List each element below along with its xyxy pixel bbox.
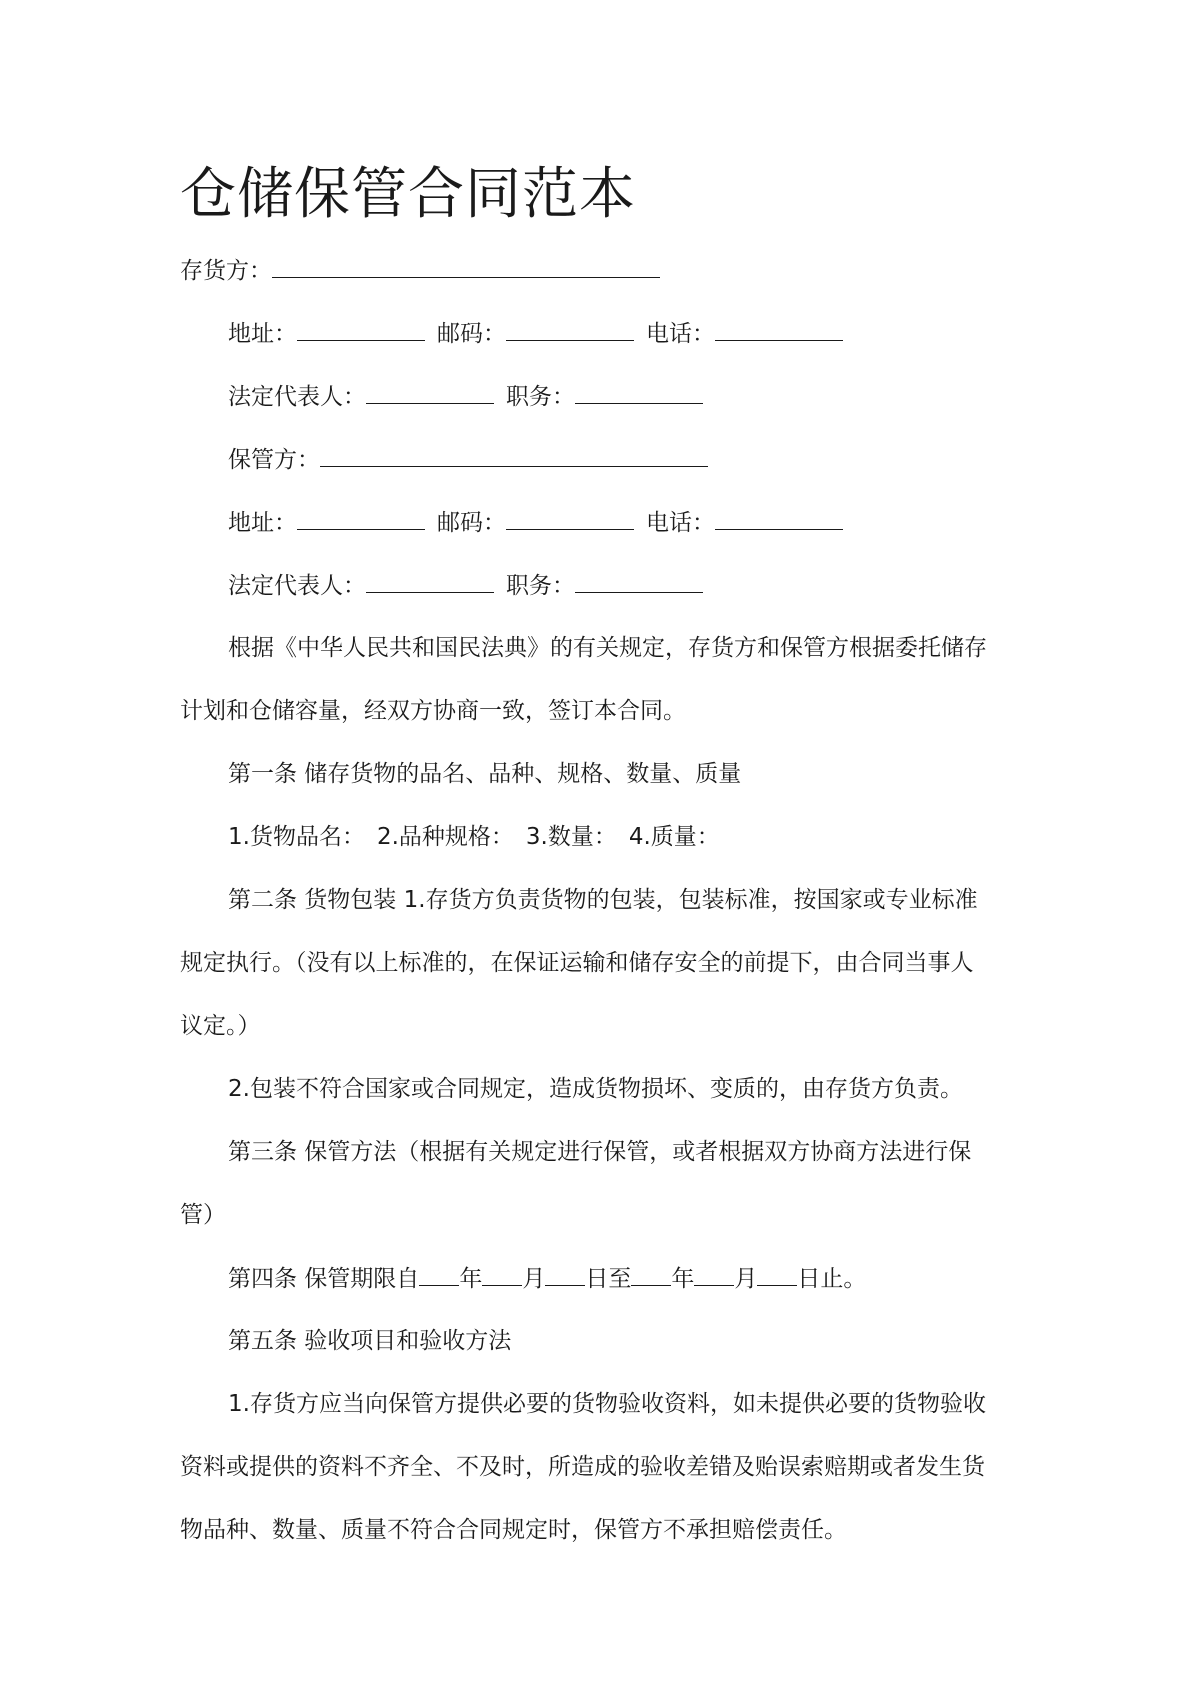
article2-line-3: 议定。） — [180, 1013, 261, 1039]
custodian-position-label: 职务： — [506, 573, 575, 599]
article2-line-1: 第二条 货物包装 1.存货方负责货物的包装，包装标准，按国家或专业标准 — [228, 887, 978, 913]
custodian-line — [228, 442, 708, 477]
depositor-phone-blank — [715, 316, 843, 341]
article5-line-2: 资料或提供的资料不齐全、不及时，所造成的验收差错及贻误索赔期或者发生货 — [180, 1454, 985, 1480]
article4-line — [228, 1261, 866, 1296]
custodian-legal-rep-blank — [366, 568, 494, 593]
custodian-rep-line — [228, 568, 703, 603]
depositor-contact-line — [228, 316, 843, 351]
document-title: 仓储保管合同范本 — [180, 162, 636, 227]
article5-line-1: 1.存货方应当向保管方提供必要的货物验收资料，如未提供必要的货物验收 — [228, 1391, 986, 1417]
article5-heading: 第五条 验收项目和验收方法 — [228, 1328, 512, 1354]
end-year-label: 年 — [671, 1266, 695, 1292]
custodian-phone-blank — [715, 505, 843, 530]
depositor-postcode-label: 邮码： — [437, 321, 506, 347]
article1-items-line — [228, 820, 720, 854]
depositor-phone-label: 电话： — [646, 321, 715, 347]
end-day-label: 日止。 — [797, 1266, 867, 1292]
depositor-name-blank — [272, 253, 660, 278]
depositor-line — [180, 253, 660, 288]
article1-item: 3.数量： — [525, 824, 617, 850]
start-month-label: 月 — [522, 1266, 546, 1292]
depositor-postcode-blank — [506, 316, 634, 341]
start-day-blank — [545, 1261, 585, 1286]
custodian-postcode-blank — [506, 505, 634, 530]
start-year-blank — [419, 1261, 459, 1286]
custodian-position-blank — [575, 568, 703, 593]
start-day-label: 日至 — [585, 1266, 632, 1292]
end-month-label: 月 — [734, 1266, 758, 1292]
depositor-address-label: 地址： — [228, 321, 297, 347]
article2-line-2: 规定执行。（没有以上标准的，在保证运输和储存安全的前提下，由合同当事人 — [180, 950, 974, 976]
custodian-legal-rep-label: 法定代表人： — [228, 573, 366, 599]
preamble-line-2: 计划和仓储容量，经双方协商一致，签订本合同。 — [180, 698, 686, 724]
custodian-postcode-label: 邮码： — [437, 510, 506, 536]
article2-item-2: 2.包装不符合国家或合同规定，造成货物损坏、变质的，由存货方负责。 — [228, 1076, 963, 1102]
depositor-position-label: 职务： — [506, 384, 575, 410]
custodian-label: 保管方： — [228, 447, 320, 473]
article1-item: 4.质量： — [628, 824, 720, 850]
custodian-phone-label: 电话： — [646, 510, 715, 536]
custodian-name-blank — [320, 442, 708, 467]
depositor-legal-rep-blank — [366, 379, 494, 404]
start-month-blank — [482, 1261, 522, 1286]
depositor-label: 存货方： — [180, 258, 272, 284]
depositor-rep-line — [228, 379, 703, 414]
end-month-blank — [694, 1261, 734, 1286]
article4-prefix: 第四条 保管期限自 — [228, 1266, 420, 1292]
article1-item: 1.货物品名： — [228, 824, 365, 850]
custodian-address-label: 地址： — [228, 510, 297, 536]
custodian-address-blank — [297, 505, 425, 530]
end-year-blank — [631, 1261, 671, 1286]
end-day-blank — [757, 1261, 797, 1286]
depositor-address-blank — [297, 316, 425, 341]
preamble-line-1: 根据《中华人民共和国民法典》的有关规定，存货方和保管方根据委托储存 — [228, 635, 987, 661]
start-year-label: 年 — [459, 1266, 483, 1292]
custodian-contact-line — [228, 505, 843, 540]
depositor-legal-rep-label: 法定代表人： — [228, 384, 366, 410]
article3-line-2: 管） — [180, 1202, 226, 1228]
depositor-position-blank — [575, 379, 703, 404]
article1-item: 2.品种规格： — [376, 824, 514, 850]
article1-heading: 第一条 储存货物的品名、品种、规格、数量、质量 — [228, 761, 742, 787]
article5-line-3: 物品种、数量、质量不符合合同规定时，保管方不承担赔偿责任。 — [180, 1517, 847, 1543]
article3-line-1: 第三条 保管方法（根据有关规定进行保管，或者根据双方协商方法进行保 — [228, 1139, 972, 1165]
